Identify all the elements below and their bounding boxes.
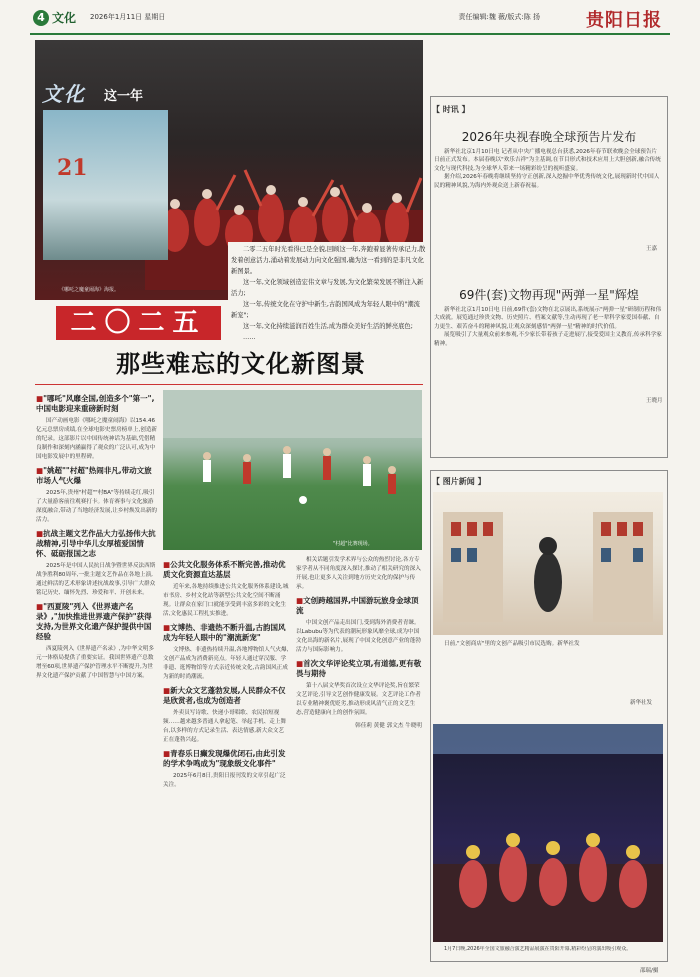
news-byline: 王晓月 xyxy=(646,398,663,404)
subhead: ■首次文华评论奖立项,有道德,更有敬畏与期待 xyxy=(296,659,422,678)
intro-paragraph: …… xyxy=(243,334,256,341)
body-text: 新华社北京1月10日电 日前,69件(套)文物在北京展出,系统展示"两弹一星"研制历程和伟大成就。展览通过珍贵文物、历史照片、档案文献等,生动再现了老一辈科学家爱国奉献、自力更生、艰苦奋斗的精神风貌,让观众深刻感悟"两弹一星"精神的时代价值。 xyxy=(434,307,662,330)
body-text: 2025年6月8日,贵阳日报刊发的文章引起广泛关注。 xyxy=(163,773,286,788)
header-rule xyxy=(30,33,670,35)
intro-paragraph: 这一年,传统文化在守护中新生,古韵国风成为年轻人眼中的"潮流新宠"; xyxy=(231,301,420,319)
poster-title: 21 xyxy=(57,155,88,181)
shop-caption xyxy=(434,640,662,690)
news-title: 2026年央视春晚全球预告片发布 xyxy=(461,130,637,144)
issue-date: 2026年1月11日 星期日 xyxy=(90,13,166,21)
performance-photo xyxy=(433,724,663,942)
body-text: 据介绍,2026年春晚将继续坚持守正创新,深入挖掘中华优秀传统文化,展现新时代中国人民的精神风貌,为海内外观众送上新春祝福。 xyxy=(434,174,660,189)
soccer-caption: "村超"比赛现场。 xyxy=(333,541,373,547)
intro-paragraph: 这一年,文化领域创造宏伟文章与发展,为文化繁荣发展不断注入新活力; xyxy=(231,279,424,297)
left-column xyxy=(36,390,158,950)
news-body xyxy=(434,148,662,236)
intro-text xyxy=(228,242,429,345)
poster-caption: 《哪吒之魔童闹海》海报。 xyxy=(59,287,120,293)
performance-caption xyxy=(434,946,662,964)
body-text: 2025年,贵州"村超""村BA"等持续走红,吸引了大量游客前往观赛打卡。体育赛事与文化旅游深度融合,带动了当地经济发展,让乡村焕发出新的活力。 xyxy=(36,490,158,523)
editor-credits: 责任编辑:魏 薇/版式:陈 扬 xyxy=(458,13,540,21)
banner-main: 文化 xyxy=(42,82,86,106)
body-text: 相关话题引发学术界与公众的热烈讨论,各方专家学者从不同角度深入探讨,推动了相关研究的深入开展,也让更多人关注到地方历史文化的保护与传承。 xyxy=(296,557,421,590)
body-text: 近年来,各地持续推进公共文化服务体系建设,城市书房、乡村文化站等新型公共文化空间不断涌现。让群众在家门口就能享受到丰富多彩的文化生活,文化惠民工程扎实推进。 xyxy=(163,584,289,617)
performers-illustration xyxy=(433,724,663,942)
subhead: ■"姚超""村超"热闹非凡,带动文旅市场人气火爆 xyxy=(36,466,152,485)
body-text: 新华社北京1月10日电 记者从中央广播电视总台获悉,2026年春节联欢晚会全球预告片日前正式发布。本届春晚以"欢乐吉祥"为主基调,在节目形式和技术应用上大胆创新,融合传统文化与现代科技,为全球华人带来一场精彩纷呈的视听盛宴。 xyxy=(434,149,661,172)
page-number: 4 xyxy=(33,10,49,26)
subhead: ■"西夏陵"列入《世界遗产名录》,"加快推进世界遗产保护"获得支持,为世界文化遗产保护提供中国经验 xyxy=(36,602,152,641)
body-text: 第十八届文华奖首次设立文华评论奖,旨在繁荣文艺评论,引导文艺创作健康发展。文艺评论工作者以专业精神褒优贬劣,推动形成风清气正的文艺生态,营造健康向上的创作氛围。 xyxy=(296,683,421,716)
performance-credit: 邵瑞/摄 xyxy=(640,968,659,974)
subhead: ■新大众文艺蓬勃发展,人民群众不仅是欣赏者,也成为创造者 xyxy=(163,686,286,705)
intro-paragraph: 二零二五年时光看得已是全貌,回顾这一年,奔跑着显著传承记力,散发着创意活力,涌动着发展动力向文化强国,确为这一看到的是非凡文化新图景。 xyxy=(231,246,426,275)
soccer-match-photo xyxy=(163,390,422,550)
body-text: 西夏陵列入《世界遗产名录》,为中华文明多元一体格局提供了重要实证。我国世界遗产总数增至60项,世界遗产保护管理水平不断提升,为世界文化遗产保护贡献了中国智慧与中国方案。 xyxy=(36,646,155,679)
subhead: ■青春乐日癫发现爆优闭石,由此引发的学术争鸣成为"现象级文化事件" xyxy=(163,749,286,768)
middle-right-column xyxy=(296,556,422,950)
movie-poster xyxy=(43,110,168,260)
headline-divider xyxy=(35,384,423,385)
author-credits: 韩佳莉 黄健 郭文杰 牛晓明 xyxy=(355,723,422,729)
column-banner xyxy=(42,78,162,104)
caption-text: 1月7日晚,2026年全国文旅融合演艺精品展演在贵阳开幕,精彩纷呈的演出吸引观众。 xyxy=(444,946,632,952)
year-badge: 二〇二五 xyxy=(56,306,221,340)
main-headline: 那些难忘的文化新图景 xyxy=(116,349,366,378)
body-text: 国产动画电影《哪吒之魔童闹海》以154.46亿元总票房成绩,在全球电影史票房榜单上,创造新的纪录。这部影片以中国传统神话为基础,凭借精良制作和深刻内涵赢得了观众的广泛认可,成为中国电影发展中的里程碑。 xyxy=(36,418,158,460)
middle-column xyxy=(163,556,289,950)
body-text: 展览吸引了大量观众前来参观,不少家长带着孩子走进展厅,接受爱国主义教育,传承科学家精神。 xyxy=(434,332,662,347)
body-text: 文博热、非遗热持续升温,各地博物馆人气火爆,文创产品成为消费新亮点。年轻人通过穿汉服、学非遗、逛博物馆等方式亲近传统文化,古韵国风正成为新的时尚潮流。 xyxy=(163,647,289,680)
news-title: 69件(套)文物再现"两弹一星"辉煌 xyxy=(459,288,639,302)
page-header xyxy=(0,0,700,40)
section-name: 文化 xyxy=(52,11,77,25)
photo-news-tag: 【 图片新闻 】 xyxy=(432,477,486,486)
shop-credit: 新华社发 xyxy=(630,700,653,706)
shop-shelves-illustration xyxy=(433,492,663,635)
subhead: ■公共文化服务体系不断完善,推动优质文化资源直达基层 xyxy=(163,560,286,579)
subhead: ■文创跨越国界,中国游玩旅身金球顶流 xyxy=(296,596,419,615)
body-text: 外卖员写诗歌、快递小哥唱歌、农民拍短视频……越来越多普通人拿起笔、举起手机、走上舞台,以多样的方式记录生活、表达情感,新大众文艺正在蓬勃兴起。 xyxy=(163,710,287,743)
soccer-players-illustration xyxy=(163,390,422,550)
body-text: 中国文创产品走出国门,受到海外消费者青睐。以Labubu等为代表的潮玩形象风靡全球,成为中国文化出海的新名片,展现了中国文化创意产业的蓬勃活力与国际影响力。 xyxy=(296,620,421,653)
banner-sub: 这一年 xyxy=(104,89,144,104)
news-tag: 【 时讯 】 xyxy=(432,105,470,114)
news-byline: 王嘉 xyxy=(646,246,658,252)
subhead: ■"哪吒"风靡全国,创造多个"第一",中国电影迎来重磅新时刻 xyxy=(36,394,155,413)
cultural-shop-photo xyxy=(433,492,663,635)
caption-text: 日前,"文创商店"里的文创产品吸引市民选购。新华社发 xyxy=(444,641,580,647)
newspaper-masthead: 贵阳日报 xyxy=(586,10,662,31)
body-text: 2025年是中国人民抗日战争暨世界反法西斯战争胜利80周年,一批主题文艺作品在各地上演,通过鲜活的艺术形象讲述抗战故事,引导广大群众铭记历史、缅怀先烈、珍爱和平、开创未来。 xyxy=(36,563,156,596)
intro-paragraph: 这一年,文化持续滋润百姓生活,成为群众美好生活的鲜亮底色; xyxy=(243,323,413,330)
news-body xyxy=(434,306,662,392)
subhead: ■抗战主题文艺作品大力弘扬伟大抗战精神,引导中华儿女厚植爱国情怀、砥砺报国之志 xyxy=(36,529,156,558)
subhead: ■文博热、非遗热不断升温,古韵国风成为年轻人眼中的"潮流新宠" xyxy=(163,623,286,642)
